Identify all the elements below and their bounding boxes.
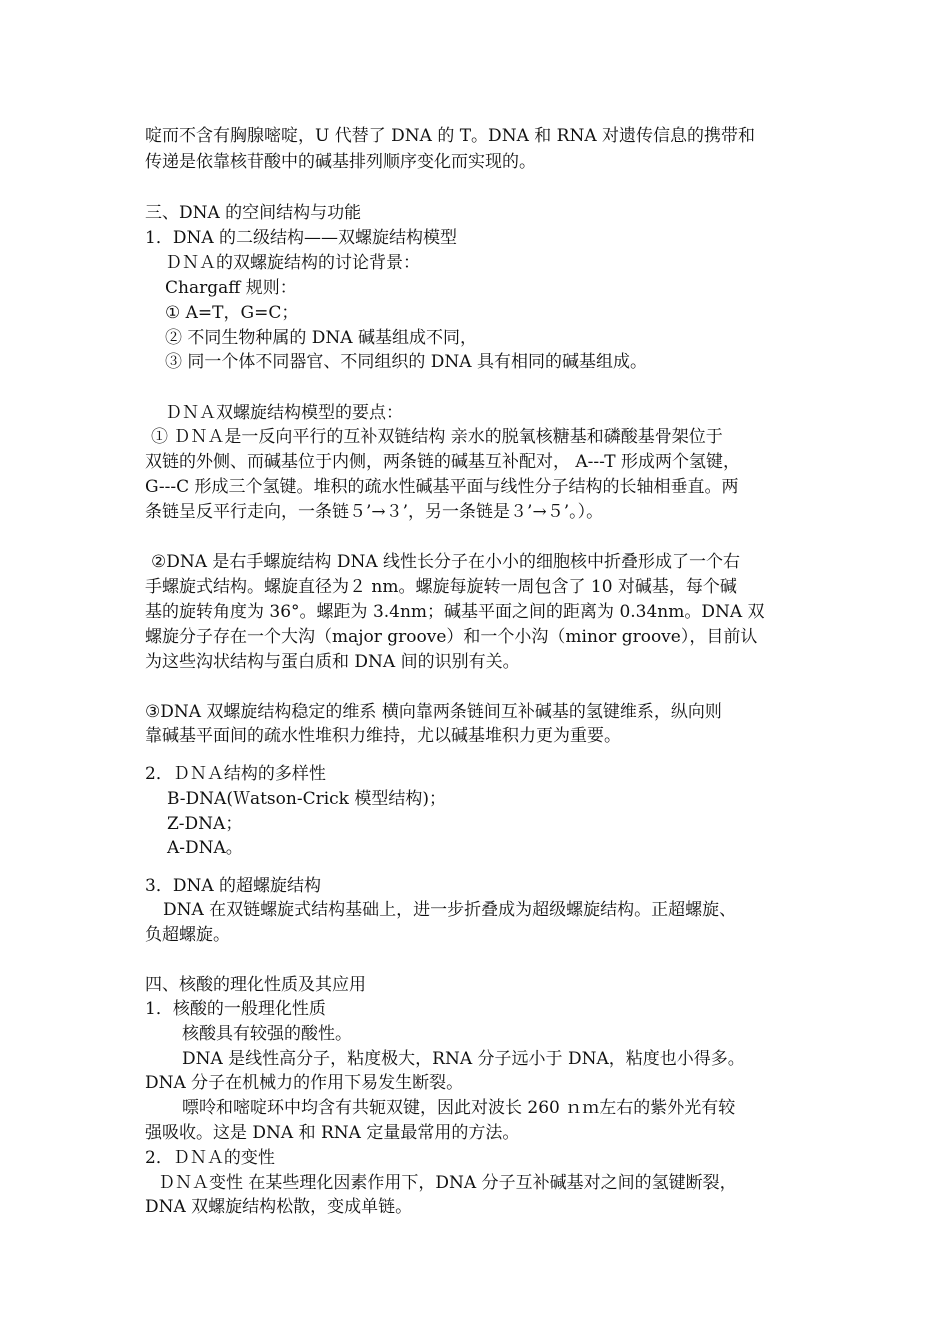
list-item: Z-DNA； [167, 814, 243, 834]
list-item: ② 不同生物种属的 DNA 碱基组成不同， [165, 328, 477, 348]
text-line: 条链呈反平行走向，一条链５’→３’，另一条链是３’→５’。）。 [145, 502, 604, 522]
text-line: DNA 是线性高分子，粘度极大，RNA 分子远小于 DNA，粘度也小得多。 [182, 1049, 745, 1069]
text-line: ＤＮＡ的双螺旋结构的讨论背景： [165, 253, 420, 273]
text-line: DNA 分子在机械力的作用下易发生断裂。 [145, 1073, 464, 1093]
text-line: 双链的外侧、而碱基位于内侧，两条链的碱基互补配对， A---T 形成两个氢键， [145, 452, 741, 472]
list-item: ① A=T，G=C； [165, 303, 299, 323]
text-line: 为这些沟状结构与蛋白质和 DNA 间的识别有关。 [145, 652, 520, 672]
text-line: 传递是依靠核苷酸中的碱基排列顺序变化而实现的。 [145, 152, 536, 172]
subsection-heading: 1．核酸的一般理化性质 [145, 999, 326, 1019]
text-line: ＤＮＡ双螺旋结构模型的要点： [165, 403, 403, 423]
text-line: DNA 在双链螺旋式结构基础上，进一步折叠成为超级螺旋结构。正超螺旋、 [163, 900, 737, 920]
text-line: ②DNA 是右手螺旋结构 DNA 线性长分子在小小的细胞核中折叠形成了一个右 [151, 552, 741, 572]
text-line: 靠碱基平面间的疏水性堆积力维持，尤以碱基堆积力更为重要。 [145, 726, 621, 746]
list-item: A-DNA。 [167, 838, 243, 858]
subsection-heading: 3．DNA 的超螺旋结构 [145, 876, 322, 896]
text-line: 螺旋分子存在一个大沟（major groove）和一个小沟（minor groove），目前认 [145, 627, 758, 647]
section-heading: 三、DNA 的空间结构与功能 [145, 203, 362, 223]
text-line: 强吸收。这是 DNA 和 RNA 定量最常用的方法。 [145, 1123, 520, 1143]
text-line: ＤＮＡ变性 在某些理化因素作用下，DNA 分子互补碱基对之间的氢键断裂， [158, 1173, 737, 1193]
subsection-heading: 2．ＤＮＡ的变性 [145, 1148, 275, 1168]
text-line: 嘌呤和嘧啶环中均含有共轭双键，因此对波长 260 ｎｍ左右的紫外光有较 [182, 1098, 736, 1118]
text-line: DNA 双螺旋结构松散，变成单链。 [145, 1197, 413, 1217]
text-line: ① ＤＮＡ是一反向平行的互补双链结构 亲水的脱氧核糖基和磷酸基骨架位于 [151, 427, 723, 447]
list-item: ③ 同一个体不同器官、不同组织的 DNA 具有相同的碱基组成。 [165, 352, 647, 372]
subsection-heading: 1．DNA 的二级结构——双螺旋结构模型 [145, 228, 458, 248]
text-line: 手螺旋式结构。螺旋直径为２ nm。螺旋每旋转一周包含了 10 对碱基，每个碱 [145, 577, 737, 597]
text-line: Chargaff 规则： [165, 278, 297, 298]
text-line: ③DNA 双螺旋结构稳定的维系 横向靠两条链间互补碱基的氢键维系，纵向则 [145, 702, 722, 722]
text-line: 负超螺旋。 [145, 925, 230, 945]
text-line: 啶而不含有胸腺嘧啶，U 代替了 DNA 的 T。DNA 和 RNA 对遗传信息的携带和 [145, 126, 756, 146]
list-item: B-DNA(Ｗatson-Crick 模型结构)； [167, 789, 447, 809]
text-line: 基的旋转角度为 36°。螺距为 3.4nm；碱基平面之间的距离为 0.34nm。DNA 双 [145, 602, 765, 622]
text-line: G---C 形成三个氢键。堆积的疏水性碱基平面与线性分子结构的长轴相垂直。两 [145, 477, 739, 497]
section-heading: 四、核酸的理化性质及其应用 [145, 975, 366, 995]
subsection-heading: 2．ＤＮＡ结构的多样性 [145, 764, 326, 784]
text-line: 核酸具有较强的酸性。 [182, 1024, 352, 1044]
